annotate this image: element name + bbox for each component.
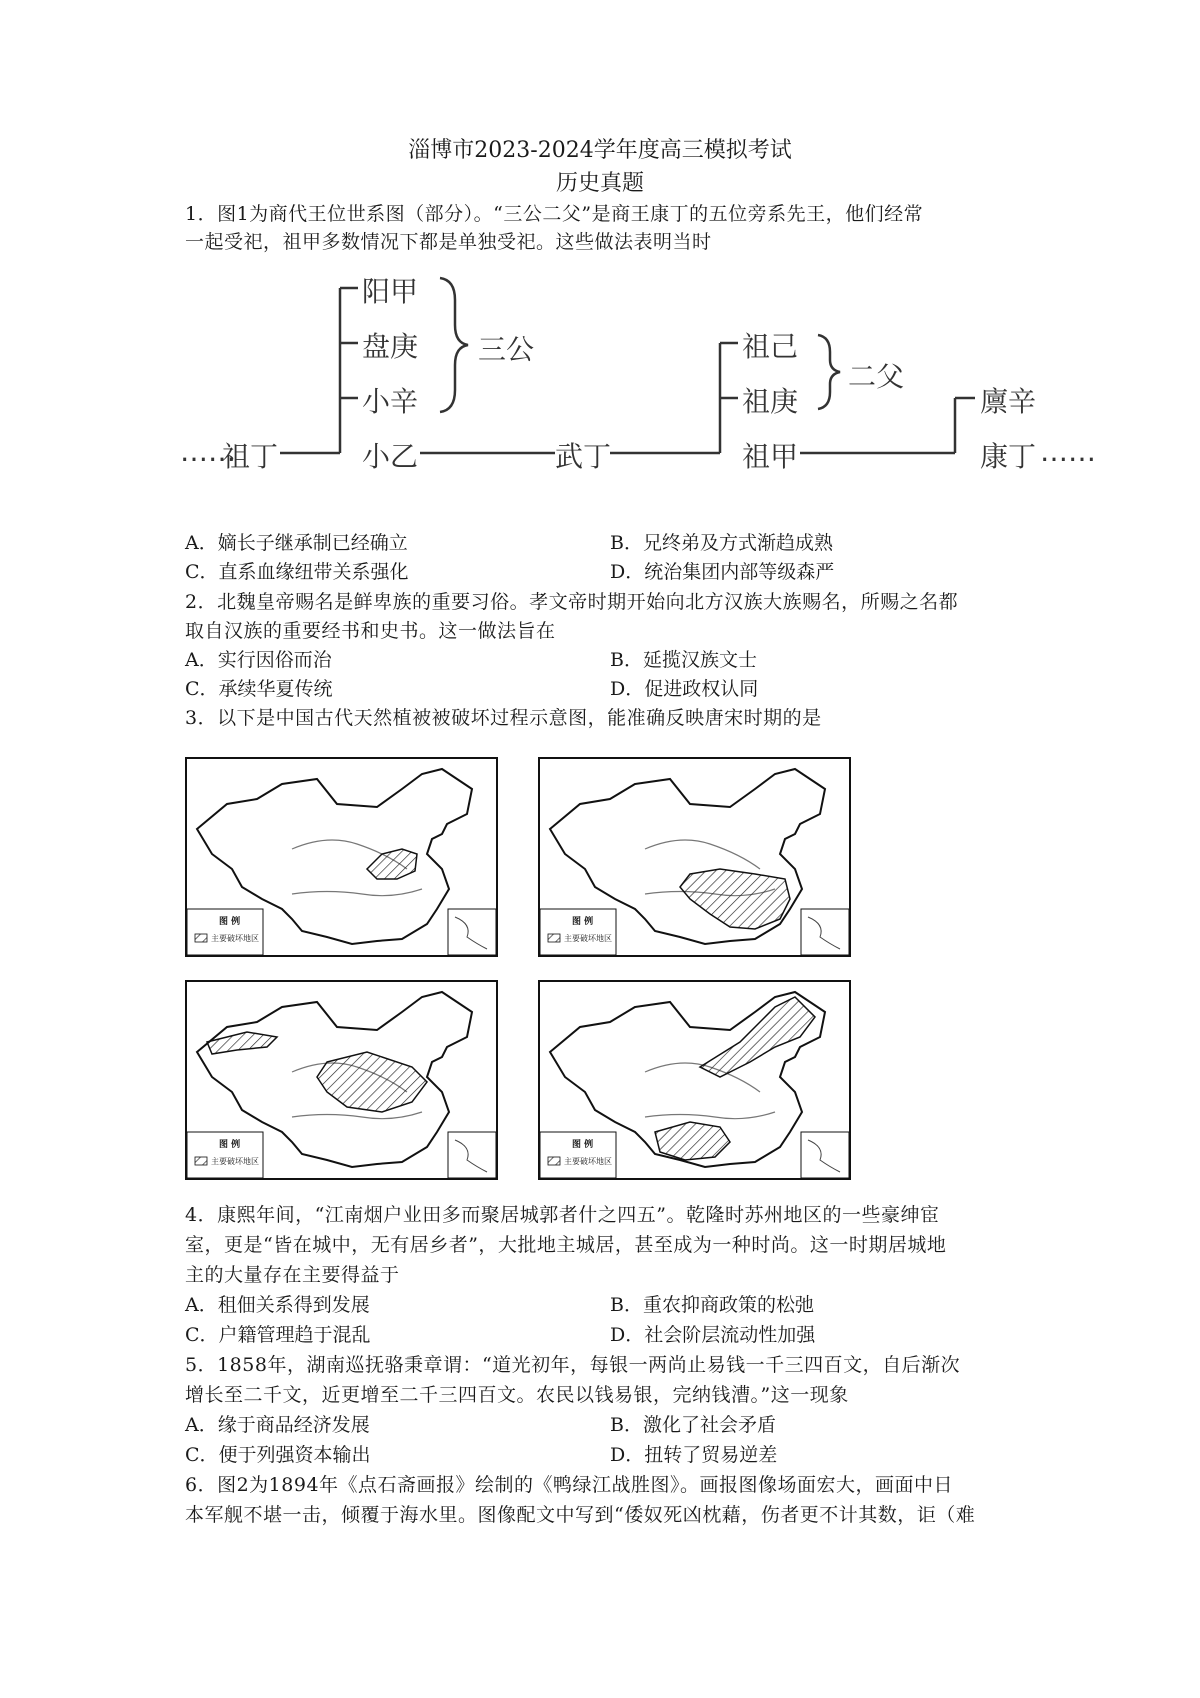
- tree-node-wuding: 武丁: [555, 440, 612, 473]
- q2-option-c: C．承续华夏传统: [185, 678, 333, 700]
- q1-option-a: A．嫡长子继承制已经确立: [185, 532, 408, 554]
- q6-stem-line2: 本军舰不堪一击，倾覆于海水里。图像配文中写到“倭奴死凶枕藉，伤者更不计其数，讵（难: [185, 1504, 976, 1526]
- q2-option-d: D．促进政权认同: [610, 678, 759, 700]
- q4-option-b: B．重农抑商政策的松弛: [610, 1294, 814, 1316]
- map-3-legend-text: 主要破坏地区: [211, 1157, 259, 1166]
- map-1-legend-text: 主要破坏地区: [211, 934, 259, 943]
- tree-node-pangeng: 盘庚: [362, 330, 419, 363]
- tree-left-dots: ……: [180, 435, 236, 468]
- q5-stem-line2: 增长至二千文，近更增至二千三四百文。农民以钱易银，完纳钱漕。”这一现象: [185, 1384, 849, 1406]
- map-option-3: [185, 980, 498, 1180]
- tree-node-xiaoyi: 小乙: [362, 440, 419, 473]
- exam-title: 淄博市2023-2024学年度高三模拟考试: [408, 138, 792, 163]
- map-option-1: [185, 757, 498, 957]
- q2-stem-line1: 2．北魏皇帝赐名是鲜卑族的重要习俗。孝文帝时期开始向北方汉族大族赐名，所赐之名都: [185, 591, 959, 613]
- q2-stem-line2: 取自汉族的重要经书和史书。这一做法旨在: [185, 620, 556, 642]
- q1-stem-line2: 一起受祀，祖甲多数情况下都是单独受祀。这些做法表明当时: [185, 231, 712, 253]
- tree-node-yangjia: 阳甲: [362, 275, 419, 308]
- tree-node-zuji: 祖己: [742, 330, 799, 363]
- q5-stem-line1: 5．1858年，湖南巡抚骆秉章谓：“道光初年，每银一两尚止易钱一千三四百文，自后渐次: [185, 1354, 961, 1376]
- tree-node-linxin: 廪辛: [980, 385, 1037, 418]
- q2-option-b: B．延揽汉族文士: [610, 649, 757, 671]
- map-option-4: [538, 980, 851, 1180]
- q5-option-d: D．扭转了贸易逆差: [610, 1444, 778, 1466]
- q4-option-c: C．户籍管理趋于混乱: [185, 1324, 371, 1346]
- tree-label-sangong: 三公: [478, 333, 535, 366]
- q4-option-d: D．社会阶层流动性加强: [610, 1324, 816, 1346]
- q1-stem-line1: 1．图1为商代王位世系图（部分）。“三公二父”是商王康丁的五位旁系先王，他们经常: [185, 203, 924, 225]
- tree-node-kangding: 康丁: [980, 440, 1037, 473]
- tree-node-zujia: 祖甲: [742, 440, 799, 473]
- q1-option-c: C．直系血缘纽带关系强化: [185, 561, 409, 583]
- map-3-legend-title: 图 例: [219, 1140, 241, 1150]
- map-option-2: [538, 757, 851, 957]
- q1-option-d: D．统治集团内部等级森严: [610, 561, 835, 583]
- q6-stem-line1: 6．图2为1894年《点石斋画报》绘制的《鸭绿江战胜图》。画报图像场面宏大，画面中日: [185, 1474, 954, 1496]
- q4-stem-line1: 4．康熙年间，“江南烟户业田多而聚居城郭者什之四五”。乾隆时苏州地区的一些豪绅宦: [185, 1204, 940, 1226]
- map-2-legend-text: 主要破坏地区: [564, 934, 612, 943]
- tree-node-zugeng: 祖庚: [742, 385, 799, 418]
- map-2-legend-title: 图 例: [572, 917, 594, 927]
- q2-option-a: A．实行因俗而治: [185, 649, 332, 671]
- tree-node-xiaoxin: 小辛: [362, 385, 419, 418]
- tree-label-erfu: 二父: [848, 360, 905, 393]
- tree-right-dots: ……: [1040, 435, 1096, 468]
- q4-option-a: A．租佃关系得到发展: [185, 1294, 370, 1316]
- genealogy-tree: [0, 260, 1200, 475]
- q5-option-a: A．缘于商品经济发展: [185, 1414, 370, 1436]
- q3-stem-line1: 3．以下是中国古代天然植被被破坏过程示意图，能准确反映唐宋时期的是: [185, 707, 822, 729]
- map-1-legend-title: 图 例: [219, 917, 241, 927]
- q1-option-b: B．兄终弟及方式渐趋成熟: [610, 532, 833, 554]
- map-4-legend-text: 主要破坏地区: [564, 1157, 612, 1166]
- q5-option-b: B．激化了社会矛盾: [610, 1414, 776, 1436]
- q4-stem-line2: 室，更是“皆在城中，无有居乡者”，大批地主城居，甚至成为一种时尚。这一时期居城地: [185, 1234, 947, 1256]
- q4-stem-line3: 主的大量存在主要得益于: [185, 1264, 400, 1286]
- map-4-legend-title: 图 例: [572, 1140, 594, 1150]
- exam-subtitle: 历史真题: [555, 171, 644, 196]
- tree-node-zuding: 祖丁: [222, 440, 279, 473]
- q5-option-c: C．便于列强资本输出: [185, 1444, 371, 1466]
